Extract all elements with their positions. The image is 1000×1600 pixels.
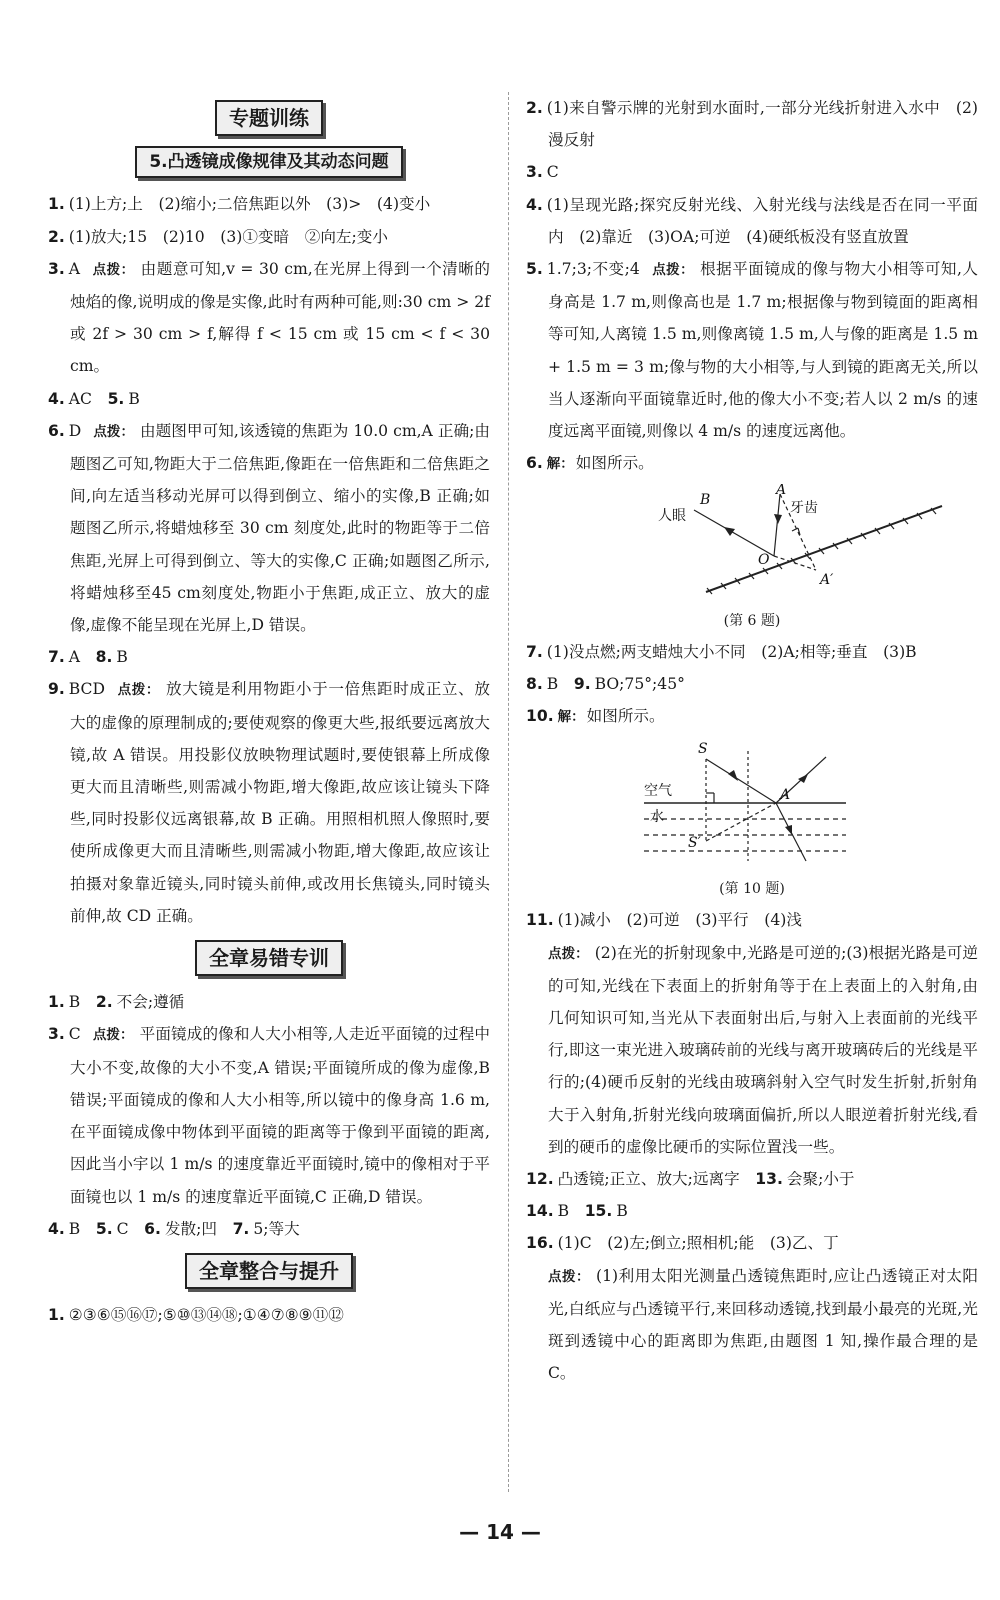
answer-text: C (116, 1219, 145, 1238)
answer-text: AC (68, 389, 108, 408)
section-heading-topic5: 5.凸透镜成像规律及其动态问题 (135, 146, 402, 178)
reflection-diagram (526, 484, 978, 596)
answer-choice: C (68, 1025, 81, 1044)
answer-number: 6. (526, 454, 543, 473)
answer-text: B (616, 1202, 628, 1221)
answer-number: 10. (526, 707, 554, 726)
answer-entry (526, 1163, 978, 1195)
answer-text: B (116, 648, 128, 667)
answer-number: 2. (95, 993, 113, 1012)
answer-text: (1)来自警示牌的光射到水面时,一部分光线折射进入水中 (2)漫反射 (546, 99, 978, 150)
answer-entry (48, 673, 490, 932)
answer-number: 2. (48, 227, 65, 246)
left-column (48, 92, 490, 1331)
answer-text: 平面镜成的像和人大小相等,人走近平面镜的过程中大小不变,故像的大小不变,A 错误;平面镜所成的像为虚像,B 错误;平面镜成的像和人大小相等,所以镜中的像身高 1.6 m,在平面镜成像中物体到平面镜的距离等于像到平面镜的距离,因此当小宇以 1 m/s 的速度靠近平面镜时,镜中的像相对于平面镜也以 1 m/s 的速度靠近平面镜,C 正确,D 错误。 (70, 1025, 491, 1206)
answer-number: 1. (48, 195, 65, 214)
heading-wrap (48, 940, 490, 976)
answer-text: B (557, 1202, 585, 1221)
answer-number: 9. (48, 680, 65, 699)
answer-entry (48, 253, 490, 383)
answer-text: 放大镜是利用物距小于一倍焦距时成正立、放大的虚像的原理制成的;要使观察的像更大些,报纸要远离放大镜,故 A 错误。用投影仪放映物理试题时,要使银幕上所成像更大而且清晰些,则需减小物距,增大像距,故应该让镜头下降些,同时投影仪远离银幕,故 B 正确。用照相机照人像照时,要使所成像更大而且清晰些,则需减小物距,增大像距,故应该让拍摄对象靠近镜头,同时镜头前伸,或改用长焦镜头,同时镜头前伸,故 CD 正确。 (70, 680, 490, 925)
answer-number: 2. (526, 99, 543, 117)
answer-number: 1. (48, 993, 65, 1012)
answer-number: 3. (526, 163, 543, 182)
answer-number: 11. (526, 911, 554, 930)
answer-text: 由题意可知,v = 30 cm,在光屏上得到一个清晰的烛焰的像,说明成的像是实像,此时有两种可能,则:30 cm > 2f 或 2f > 30 cm > f,解得 f < 15 cm 或 15 cm < f < 30 cm。 (70, 259, 490, 376)
answer-text: (1)C (2)左;倒立;照相机;能 (3)乙、丁 (557, 1234, 839, 1253)
answer-entry (526, 447, 978, 480)
fig10-label-a: A (780, 787, 791, 804)
section-heading-topic-training: 专题训练 (215, 100, 323, 136)
answer-entry (48, 1018, 490, 1212)
answer-text: ②③⑥⑮⑯⑰;⑤⑩⑬⑭⑱;①④⑦⑧⑨⑪⑫ (68, 1306, 344, 1325)
column-divider (508, 92, 509, 1492)
answer-number: 5. (526, 260, 543, 279)
tip-label: 点拨： (92, 1027, 134, 1044)
answer-text: B (128, 389, 140, 408)
answer-number: 8. (95, 648, 113, 667)
answer-number: 7. (526, 642, 543, 661)
answer-text: 不会;遵循 (116, 993, 185, 1012)
answer-text: 凸透镜;正立、放大;远离字 (557, 1170, 756, 1189)
figure-q10 (526, 737, 978, 902)
answer-text: B (546, 674, 574, 693)
heading-wrap (48, 146, 490, 178)
answer-number: 1. (48, 1306, 65, 1325)
answer-choice: D (68, 421, 82, 440)
answer-choice: A (68, 259, 81, 278)
answer-entry (48, 986, 490, 1018)
answer-entry (526, 636, 978, 668)
answer-text: B (68, 1219, 96, 1238)
figure-caption: (第 10 题) (719, 881, 785, 898)
answer-number: 4. (526, 195, 543, 214)
answer-entry (526, 92, 978, 156)
answer-text: C (546, 163, 559, 182)
heading-wrap (48, 100, 490, 136)
answer-number: 12. (526, 1170, 554, 1189)
answer-number: 16. (526, 1234, 554, 1253)
answer-number: 14. (526, 1202, 554, 1221)
answer-text: (1)减小 (2)可逆 (3)平行 (4)浅 (557, 911, 802, 930)
answer-number: 3. (48, 259, 65, 278)
answer-text: (2)在光的折射现象中,光路是可逆的;(3)根据光路是可逆的可知,光线在下表面上的折射角等于在上表面上的入射角,由几何知识可知,当光从下表面射出后,与射入上表面前的光线平行,即这一束光进入玻璃砖前的光线与离开玻璃砖后的光线是平行的;(4)硬币反射的光线由玻璃斜射入空气时发生折射,折射角大于入射角,折射光线向玻璃面偏折,所以人眼逆着折射光线,看到的硬币的虚像比硬币的实际位置浅一些。 (548, 943, 979, 1156)
refraction-diagram (526, 737, 978, 865)
section-heading-error-prone: 全章易错专训 (195, 940, 343, 976)
fig6-label-a: A (776, 484, 787, 499)
answer-entry (48, 188, 490, 220)
answer-entry (48, 1213, 490, 1245)
answer-text: (1)没点燃;两支蜡烛大小不同 (2)A;相等;垂直 (3)B (546, 642, 917, 661)
answer-text: (1)呈现光路;探究反射光线、入射光线与法线是否在同一平面内 (2)靠近 (3)OA;可逆 (4)硬纸板没有竖直放置 (546, 195, 978, 246)
answer-tip (526, 937, 978, 1163)
answer-entry (526, 1195, 978, 1227)
answer-entry (526, 253, 978, 447)
answer-number: 6. (48, 421, 65, 440)
heading-wrap (48, 1253, 490, 1289)
fig10-label-water: 水 (650, 809, 664, 826)
fig6-label-b: B (700, 492, 711, 509)
answer-number: 7. (232, 1219, 250, 1238)
answer-text: 5;等大 (253, 1219, 300, 1238)
answer-choice: BCD (68, 680, 105, 699)
answer-entry (526, 700, 978, 733)
answer-entry (526, 1227, 978, 1259)
answer-entry (48, 415, 490, 641)
solution-label: 解： (546, 456, 574, 473)
fig10-label-sprime: S′ (688, 835, 701, 852)
section-heading-integration: 全章整合与提升 (185, 1253, 353, 1289)
answer-number: 13. (755, 1170, 783, 1189)
answer-text: BO;75°;45° (594, 674, 685, 693)
answer-entry (48, 221, 490, 253)
answer-text: A (68, 648, 96, 667)
page-number: — 14 — (459, 1520, 541, 1544)
answer-number: 3. (48, 1025, 65, 1044)
answer-text: (1)放大;15 (2)10 (3)①变暗 ②向左;变小 (68, 227, 388, 246)
tip-label: 点拨： (548, 945, 589, 962)
fig6-label-aprime: A′ (820, 572, 834, 589)
answer-number: 4. (48, 1219, 65, 1238)
answer-number: 5. (107, 389, 125, 408)
fig10-label-air: 空气 (644, 783, 672, 800)
solution-label: 解： (557, 709, 585, 726)
answer-text: (1)利用太阳光测量凸透镜焦距时,应让凸透镜正对太阳光,白纸应与凸透镜平行,来回移动透镜,找到最小最亮的光斑,光斑到透镜中心的距离即为焦距,由题图 1 知,操作最合理的是 C。 (548, 1266, 979, 1383)
figure-q6 (526, 484, 978, 633)
fig10-label-s: S (698, 741, 708, 758)
tip-label: 点拨： (651, 262, 695, 279)
answer-text: 发散;凹 (164, 1219, 233, 1238)
fig6-label-o: O (758, 552, 770, 569)
answer-number: 9. (573, 674, 591, 693)
answer-entry (48, 383, 490, 415)
answer-choice: 1.7;3;不变;4 (546, 260, 640, 279)
answer-text: 如图所示。 (586, 707, 665, 726)
answer-text: 会聚;小于 (786, 1170, 855, 1189)
answer-tip (526, 1260, 978, 1390)
answer-number: 4. (48, 389, 65, 408)
figure-caption: (第 6 题) (723, 612, 781, 629)
fig6-label-tooth: 牙齿 (790, 500, 818, 517)
answer-number: 15. (584, 1202, 613, 1221)
answer-entry (526, 668, 978, 700)
answer-text: 根据平面镜成的像与物大小相等可知,人身高是 1.7 m,则像高也是 1.7 m;根据像与物到镜面的距离相等可知,人离镜 1.5 m,则像离镜 1.5 m,人与像的距离是 1.5 m + 1.5 m = 3 m;像与物的大小相等,与人到镜的距离无关,所以当人逐渐向平面镜靠近时,他的像大小不变;若人以 2 m/s 的速度远离平面镜,则像以 4 m/s 的速度远离他。 (548, 260, 978, 441)
answer-number: 5. (95, 1219, 113, 1238)
answer-text: (1)上方;上 (2)缩小;二倍焦距以外 (3)> (4)变小 (68, 195, 431, 214)
tip-label: 点拨： (93, 423, 134, 440)
answer-entry (48, 1299, 490, 1331)
answer-entry (526, 189, 978, 253)
answer-entry (48, 641, 490, 673)
tip-label: 点拨： (92, 261, 135, 278)
answer-number: 8. (526, 674, 543, 693)
answer-text: 如图所示。 (575, 454, 654, 473)
fig6-label-eye: 人眼 (658, 508, 686, 525)
tip-label: 点拨： (116, 682, 161, 699)
answer-number: 6. (144, 1219, 161, 1238)
answer-entry (526, 156, 978, 188)
right-column (526, 92, 978, 1390)
answer-text: 由题图甲可知,该透镜的焦距为 10.0 cm,A 正确;由题图乙可知,物距大于二倍焦距,像距在一倍焦距和二倍焦距之间,向左适当移动光屏可以得到倒立、缩小的实像,B 正确;如题图乙所示,将蜡烛移至 30 cm 刻度处,此时的物距等于二倍焦距,光屏上可得到倒立、等大的实像,C 正确;如题图乙所示,将蜡烛移至45 cm刻度处,物距小于焦距,成正立、放大的虚像,虚像不能呈现在光屏上,D 错误。 (70, 421, 491, 635)
answer-text: B (68, 993, 96, 1012)
answer-entry (526, 904, 978, 936)
tip-label: 点拨： (548, 1268, 591, 1285)
answer-number: 7. (48, 648, 65, 667)
